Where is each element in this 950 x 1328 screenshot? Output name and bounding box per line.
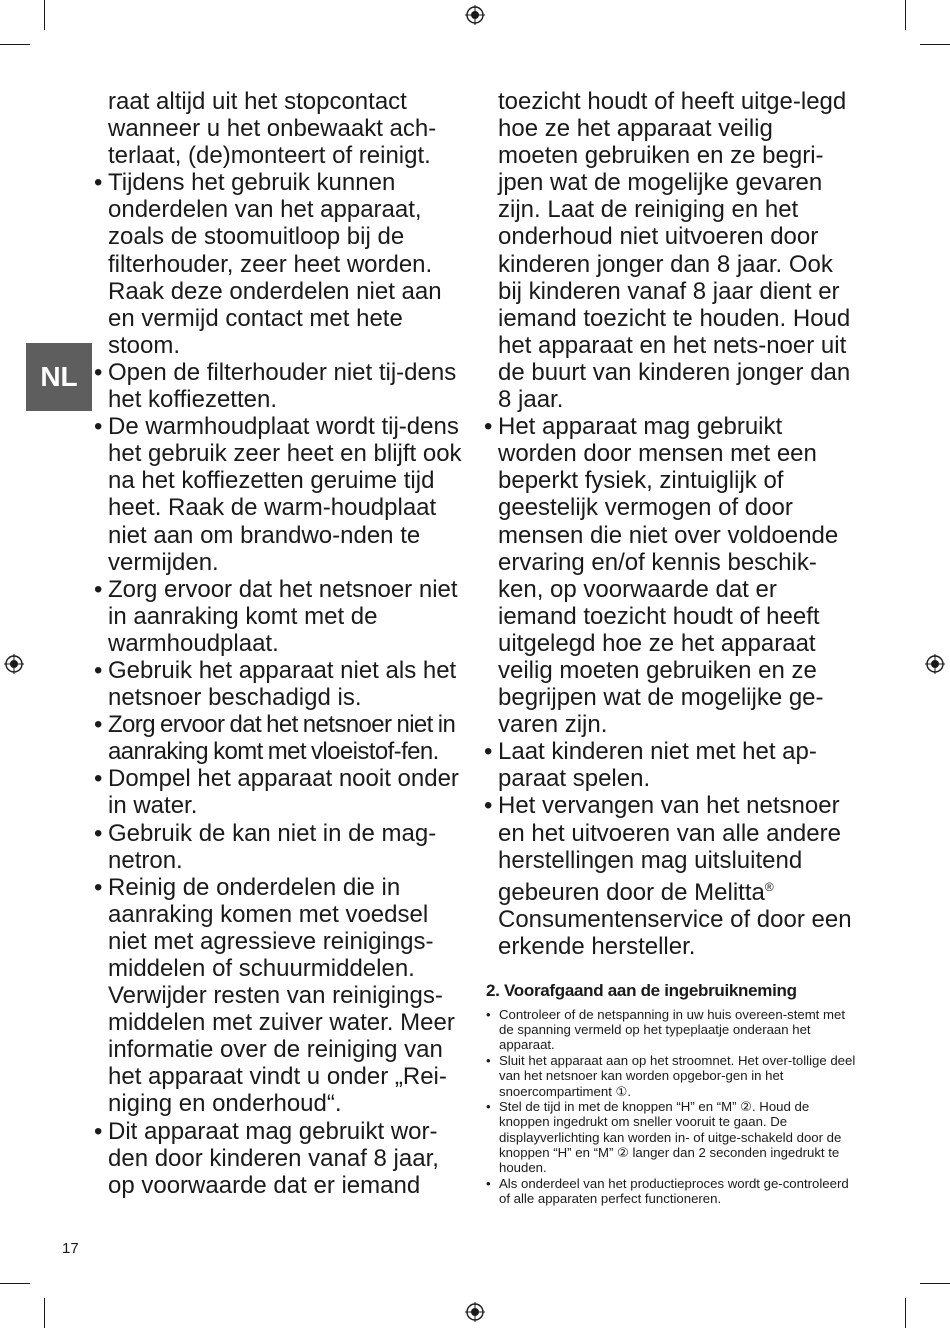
- crop-mark-top-left-h: [0, 44, 30, 45]
- safety-list-right: [482, 413, 858, 960]
- crop-mark-bottom-right-v: [905, 1298, 906, 1328]
- left-column: [92, 88, 466, 1199]
- registration-mark-bottom-icon: [465, 1302, 485, 1322]
- crop-mark-bottom-right-h: [920, 1283, 950, 1284]
- list-item: • De warmhoudplaat wordt tij-dens het gebruik zeer heet en blijft ook na het koffiezetten geruime tijd heet. Raak de warm-houdplaat niet aan om brandwo-nden te vermijden.: [92, 413, 466, 576]
- list-item: • Gebruik het apparaat niet als het netsnoer beschadigd is.: [92, 657, 466, 711]
- crop-mark-bottom-left-v: [44, 1298, 45, 1328]
- list-item: • Reinig de onderdelen die in aanraking komen met voedsel niet met agressieve reinigings-middelen of schuurmiddelen. Verwijder resten van reinigings-middelen met zuiver water. Meer informatie over de reiniging van het apparaat vindt u onder „Rei-niging en onderhoud“.: [92, 874, 466, 1118]
- list-item: • Het apparaat mag gebruikt worden door mensen met een beperkt fysiek, zintuiglijk of geestelijk vermogen of door mensen die niet over voldoende ervaring en/of kennis beschik-ken, op voorwaarde dat er iemand toezicht houdt of heeft uitgelegd hoe ze het apparaat veilig moeten gebruiken en ze begrijpen wat de mogelijke ge-varen zijn.: [482, 413, 858, 738]
- list-item: • Gebruik de kan niet in de mag-netron.: [92, 820, 466, 874]
- registered-mark: ®: [764, 879, 774, 894]
- list-item: • Zorg ervoor dat het netsnoer niet in aanraking komt met de warmhoudplaat.: [92, 576, 466, 657]
- crop-mark-top-right-v: [905, 0, 906, 30]
- list-item: • Open de filterhouder niet tij-dens het koffiezetten.: [92, 359, 466, 413]
- section-list: [486, 1007, 858, 1207]
- section-title: 2. Voorafgaand aan de ingebruikneming: [486, 981, 797, 1000]
- registration-mark-top-icon: [465, 5, 485, 25]
- list-item: • Laat kinderen niet met het ap-paraat spelen.: [482, 738, 858, 792]
- list-item: • Tijdens het gebruik kunnen onderdelen van het apparaat, zoals de stoomuitloop bij de filterhouder, zeer heet worden. Raak deze onderdelen niet aan en vermijd contact met hete stoom.: [92, 169, 466, 359]
- list-item-tail: Consumentenservice of door een erkende hersteller.: [498, 905, 852, 960]
- continuation-text: toezicht houdt of heeft uitge-legd hoe ze het apparaat veilig moeten gebruiken en ze begri-jpen wat de mogelijke gevaren zijn. Laat de reiniging en het onderhoud niet uitvoeren door kinderen jonger dan 8 jaar. Ook bij kinderen vanaf 8 jaar dient er iemand toezicht te houden. Houd het apparaat en het nets-noer uit de buurt van kinderen jonger dan 8 jaar.: [498, 88, 851, 414]
- list-item: • Dompel het apparaat nooit onder in water.: [92, 765, 466, 819]
- safety-list-left: [92, 169, 466, 1199]
- registration-mark-right-icon: [925, 654, 945, 674]
- registration-mark-left-icon: [4, 654, 24, 674]
- crop-mark-top-left-v: [44, 0, 45, 30]
- continuation-text: raat altijd uit het stopcontact wanneer u het onbewaakt ach-terlaat, (de)monteert of reinigt.: [108, 88, 437, 170]
- right-column: [482, 88, 858, 960]
- list-item: [482, 792, 858, 960]
- list-item: • Stel de tijd in met de knoppen “H” en “M” ②. Houd de knoppen ingedrukt om sneller vooruit te gaan. De displayverlichting kan worden in- of uitge-schakeld door de knoppen “H” en “M” ② langer dan 2 seconden ingedrukt te houden.: [486, 1099, 858, 1175]
- list-item-text: Het vervangen van het netsnoer en het uitvoeren van alle andere herstellingen mag uitsluitend gebeuren door de Melitta: [498, 792, 841, 906]
- page-number: 17: [62, 1240, 79, 1257]
- crop-mark-bottom-left-h: [0, 1283, 30, 1284]
- language-tab: NL: [26, 343, 92, 411]
- crop-mark-top-right-h: [920, 44, 950, 45]
- list-item: • Zorg ervoor dat het netsnoer niet in aanraking komt met vloeistof-fen.: [92, 711, 466, 765]
- list-item: • Dit apparaat mag gebruikt wor-den door kinderen vanaf 8 jaar, op voorwaarde dat er iemand: [92, 1118, 466, 1199]
- list-item: • Controleer of de netspanning in uw huis overeen-stemt met de spanning vermeld op het typeplaatje onderaan het apparaat.: [486, 1007, 858, 1053]
- list-item: • Sluit het apparaat aan op het stroomnet. Het over-tollige deel van het netsnoer kan worden opgebor-gen in het snoercompartiment ①.: [486, 1053, 858, 1099]
- list-item: • Als onderdeel van het productieproces wordt ge-controleerd of alle apparaten perfect functioneren.: [486, 1176, 858, 1206]
